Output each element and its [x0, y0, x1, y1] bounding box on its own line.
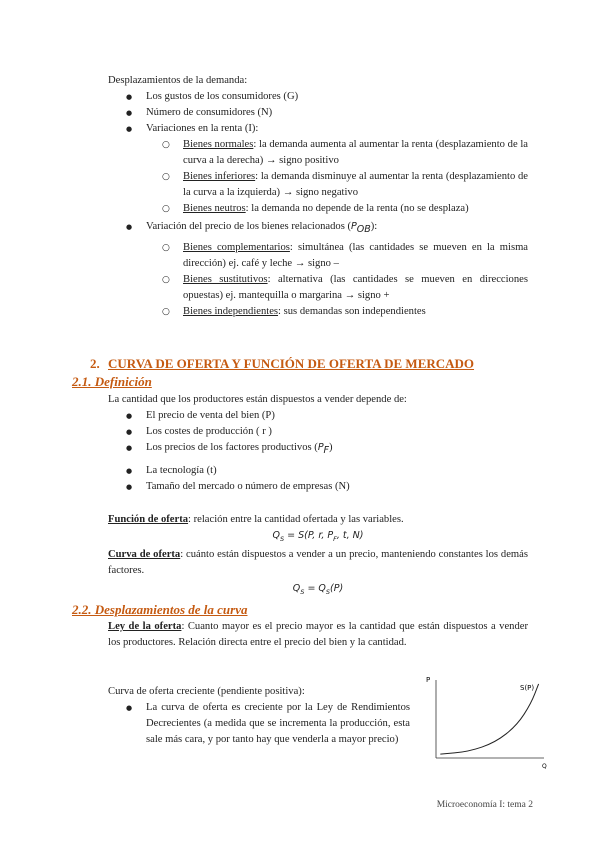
demand-shifts-heading: Desplazamientos de la demanda:	[108, 75, 248, 86]
legend-label: S(P)	[520, 684, 535, 692]
list-item: ○ Bienes independientes: sus demandas son independientes	[108, 304, 528, 320]
list-item: ● El precio de venta del bien (P)	[108, 408, 528, 424]
supply-function-definition: Función de oferta: relación entre la cantidad ofertada y las variables.	[108, 514, 404, 525]
list-item: ● Variaciones en la renta (I): ○ Bienes normales: la demanda aumenta al aumentar la renta (desplazamiento de la curva a la derecha) → signo positivo ○ Bienes inferiores: la demanda disminuye al aumentar la renta (desplazamiento de la curva a la izquierda) → signo negativo ○ Bienes neutros: la demanda no depende de la renta (no se desplaza)	[108, 121, 528, 217]
list-item: ● Número de consumidores (N)	[108, 105, 528, 121]
related-goods-sublist	[108, 240, 528, 320]
supply-intro: La cantidad que los productores están dispuestos a vender depende de:	[108, 394, 407, 405]
supply-curve-line	[440, 684, 538, 754]
list-item: ○ Bienes sustitutivos: alternativa (las cantidades se mueven en direcciones opuestas) ej. mantequilla o margarina → signo +	[108, 272, 528, 304]
supply-function-equation: $Q_S = S(P$, r, $P_F$, t, N)	[272, 530, 364, 543]
footer: Microeconomía I: tema 2	[436, 800, 533, 810]
list-item: ● Los gustos de los consumidores (G)	[108, 89, 528, 105]
list-item: ○ Bienes inferiores: la demanda disminuye al aumentar la renta (desplazamiento de la curva a la izquierda) → signo negativo	[108, 169, 528, 201]
list-item: ● Los precios de los factores productivos $(P_F)$	[108, 440, 528, 459]
income-sublist	[108, 137, 528, 217]
demand-shifts-list	[108, 89, 528, 320]
section-2-1-heading: 2.1. Definición	[72, 374, 152, 389]
supply-law: Ley de la oferta: Cuanto mayor es el precio mayor es la cantidad que están dispuestos a vender los productores. Relación directa entre el precio del bien y la cantidad.	[108, 621, 528, 648]
list-item: ● La curva de oferta es creciente por la Ley de Rendimientos Decrecientes (a medida que se incrementa la producción, esta sale más cara, y por tanto hay que venderla a mayor precio)	[108, 700, 410, 748]
list-item: ○ Bienes normales: la demanda aumenta al aumentar la renta (desplazamiento de la curva a la derecha) → signo positivo	[108, 137, 528, 169]
list-item: ○ Bienes neutros: la demanda no depende de la renta (no se desplaza)	[108, 201, 528, 217]
x-axis-label: Q	[542, 763, 547, 770]
list-item: ● La tecnología (t)	[108, 463, 528, 479]
y-axis-label: P	[426, 676, 431, 684]
section-2-2-heading: 2.2. Desplazamientos de la curva	[72, 602, 248, 617]
supply-factors-list	[108, 408, 528, 495]
list-item: ● Variación del precio de los bienes relacionados $(P_{OB})$: ○ Bienes complementarios: simultánea (las cantidades se mueven en la misma dirección) ej. café y leche → signo – ○ Bienes sustitutivos: alternativa (las cantidades se mueven en direcciones opuestas) ej. mantequilla o margarina → signo + ○ Bienes independientes: sus demandas son independientes	[108, 219, 528, 320]
list-item: ● Los costes de producción ( r )	[108, 424, 528, 440]
supply-curve-equation: $Q_S = Q_S(P)$	[292, 583, 344, 596]
list-item: ○ Bienes complementarios: simultánea (las cantidades se mueven en la misma dirección) ej. café y leche → signo –	[108, 240, 528, 272]
supply-curve-definition: Curva de oferta: cuánto están dispuestos a vender a un precio, manteniendo constantes los demás factores.	[108, 549, 528, 576]
rising-curve-list	[108, 700, 410, 748]
supply-curve-chart	[420, 672, 550, 772]
list-item: ● Tamaño del mercado o número de empresas (N)	[108, 479, 528, 495]
rising-curve-caption: Curva de oferta creciente (pendiente positiva):	[108, 686, 305, 697]
section-2-heading: 2. CURVA DE OFERTA Y FUNCIÓN DE OFERTA DE MERCADO	[90, 356, 475, 371]
